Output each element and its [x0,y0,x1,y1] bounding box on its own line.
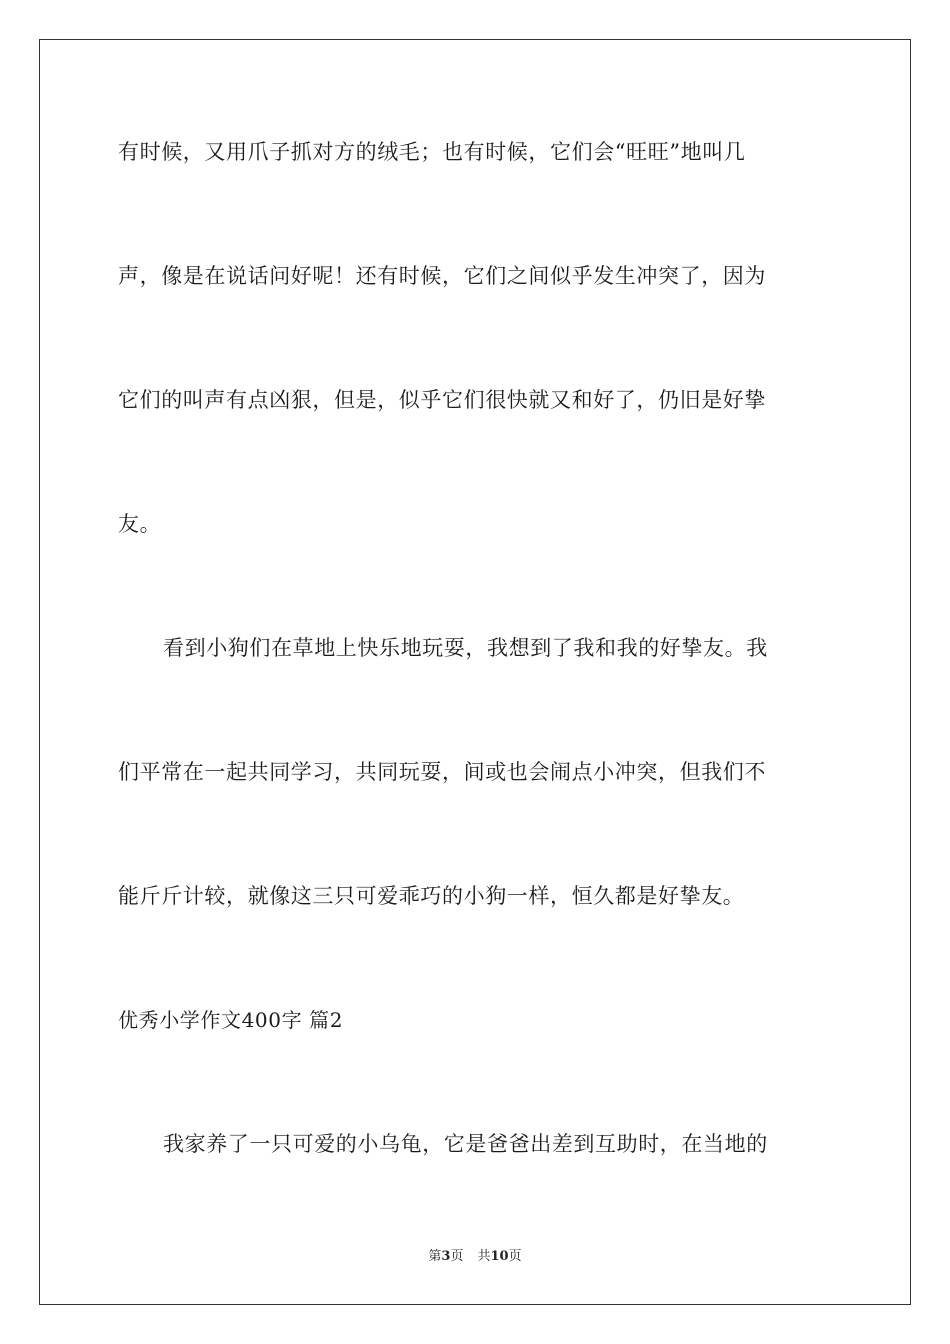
body-text-line: 们平常在一起共同学习，共同玩耍，间或也会闹点小冲突，但我们不 [118,760,766,784]
footer-page-total: 10 [490,1249,509,1264]
footer-total-prefix: 共 [477,1249,491,1264]
page-footer [0,1248,950,1266]
body-text-line: 友。 [118,512,162,536]
footer-page-suffix: 页 [450,1249,464,1264]
page-border [39,39,911,1305]
body-text-line: 它们的叫声有点凶狠，但是，似乎它们很快就又和好了，仍旧是好挚 [118,388,766,412]
section-heading: 优秀小学作文400字 篇2 [118,1008,344,1032]
body-text-line: 声，像是在说话问好呢！还有时候，它们之间似乎发生冲突了，因为 [118,264,766,288]
footer-total-suffix: 页 [508,1249,522,1264]
body-text-line: 能斤斤计较，就像这三只可爱乖巧的小狗一样，恒久都是好挚友。 [118,884,745,908]
paragraph-start-line: 看到小狗们在草地上快乐地玩耍，我想到了我和我的好挚友。我 [163,636,768,660]
footer-page-current: 3 [441,1249,451,1264]
body-text-line: 有时候，又用爪子抓对方的绒毛；也有时候，它们会“旺旺”地叫几 [118,140,746,164]
paragraph-start-line: 我家养了一只可爱的小乌龟，它是爸爸出差到互助时，在当地的 [163,1132,768,1156]
footer-page-prefix: 第 [428,1249,442,1264]
